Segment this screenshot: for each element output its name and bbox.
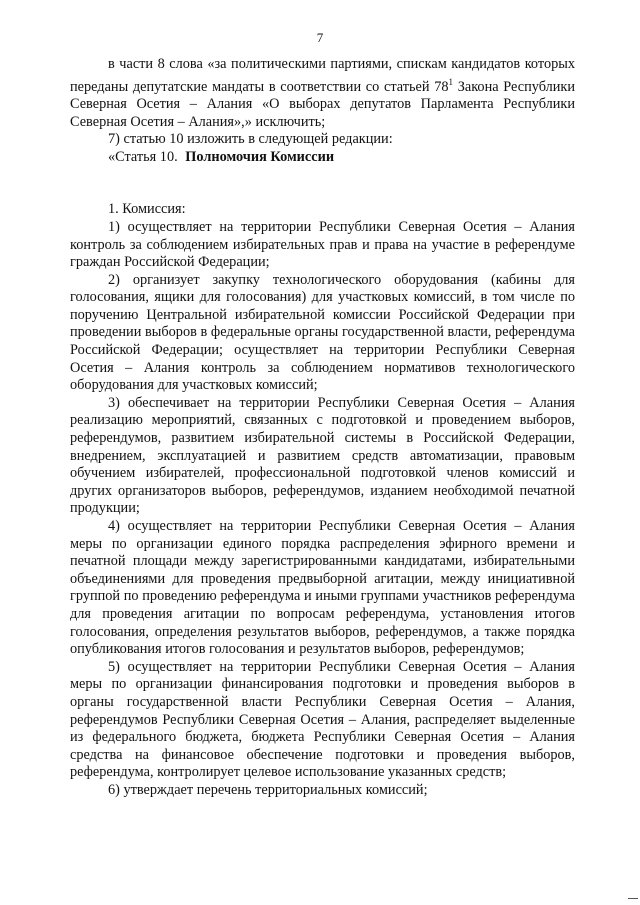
spacer — [70, 166, 575, 201]
article-heading — [70, 149, 575, 167]
paragraph-part-8-text: в части 8 слова «за политическими партиями, спискам кандидатов которых переданы депутатские мандаты в соответствии со статьей 78 — [70, 56, 575, 95]
paragraph-part-8 — [70, 56, 575, 131]
item-6: 6) утверждает перечень территориальных комиссий; — [108, 781, 428, 798]
item-5: 5) осуществляет на территории Республики Северная Осетия – Алания меры по организации финансирования подготовки и проведения выборов в органы государственной власти Республики Северная Осетия – Алания, референдумов Республики Северная Осетия – Алания, распределяет выделенные из федерального бюджета, бюджета Республики Северная Осетия – Алания средства на финансовое обеспечение подготовки и проведения выборов, референдума, контролирует целевое использование указанных средств; — [70, 658, 575, 781]
article-prefix: «Статья 10. — [108, 148, 178, 165]
footnote-superscript: 1 — [448, 76, 453, 87]
item-2: 2) организует закупку технологического оборудования (кабины для голосования, ящики для голосования) для участковых комиссий, в том числе по поручению Центральной избирательной комиссии Российской Федерации при проведении выборов в федеральные органы государственной власти, референдума Российской Федерации; осуществляет на территории Республики Северная Осетия – Алания контроль за соблюдением нормативов технологического оборудования для участковых комиссий; — [70, 271, 575, 394]
paragraph-article-10-intro: 7) статью 10 изложить в следующей редакции: — [108, 131, 393, 148]
paragraph-part-8-tail: Закона Республики Северная Осетия – Алания «О выборах депутатов Парламента Республики Северная Осетия – Алания»,» исключить; — [70, 78, 575, 130]
scan-edge-mark — [628, 898, 638, 899]
item-4: 4) осуществляет на территории Республики Северная Осетия – Алания меры по организации единого порядка распределения эфирного времени и печатной площади между зарегистрированными кандидатами, избирательными объединениями для проведения предвыборной агитации, между инициативной группой по проведению референдума и иными группами участников референдума для проведения агитации по вопросам референдума, установления итогов голосования, определения результатов выборов, референдумов, а также порядка опубликования итогов голосования и результатов выборов, референдумов; — [70, 518, 575, 658]
page-number: 7 — [316, 30, 324, 45]
article-title: Полномочия Комиссии — [185, 148, 335, 165]
item-1: 1) осуществляет на территории Республики Северная Осетия – Алания контроль за соблюдением избирательных прав и права на участие в референдуме граждан Российской Федерации; — [70, 218, 575, 271]
document-body — [70, 56, 575, 800]
item-commission: 1. Комиссия: — [108, 201, 186, 218]
item-3: 3) обеспечивает на территории Республики Северная Осетия – Алания реализацию мероприятий, связанных с подготовкой и проведением выборов, референдумов, развитием избирательной системы в Российской Федерации, внедрением, эксплуатацией и развитием средств автоматизации, правовым обучением избирателей, профессиональной подготовкой членов комиссий и других организаторов выборов, референдумов, изданием необходимой печатной продукции; — [70, 394, 575, 517]
